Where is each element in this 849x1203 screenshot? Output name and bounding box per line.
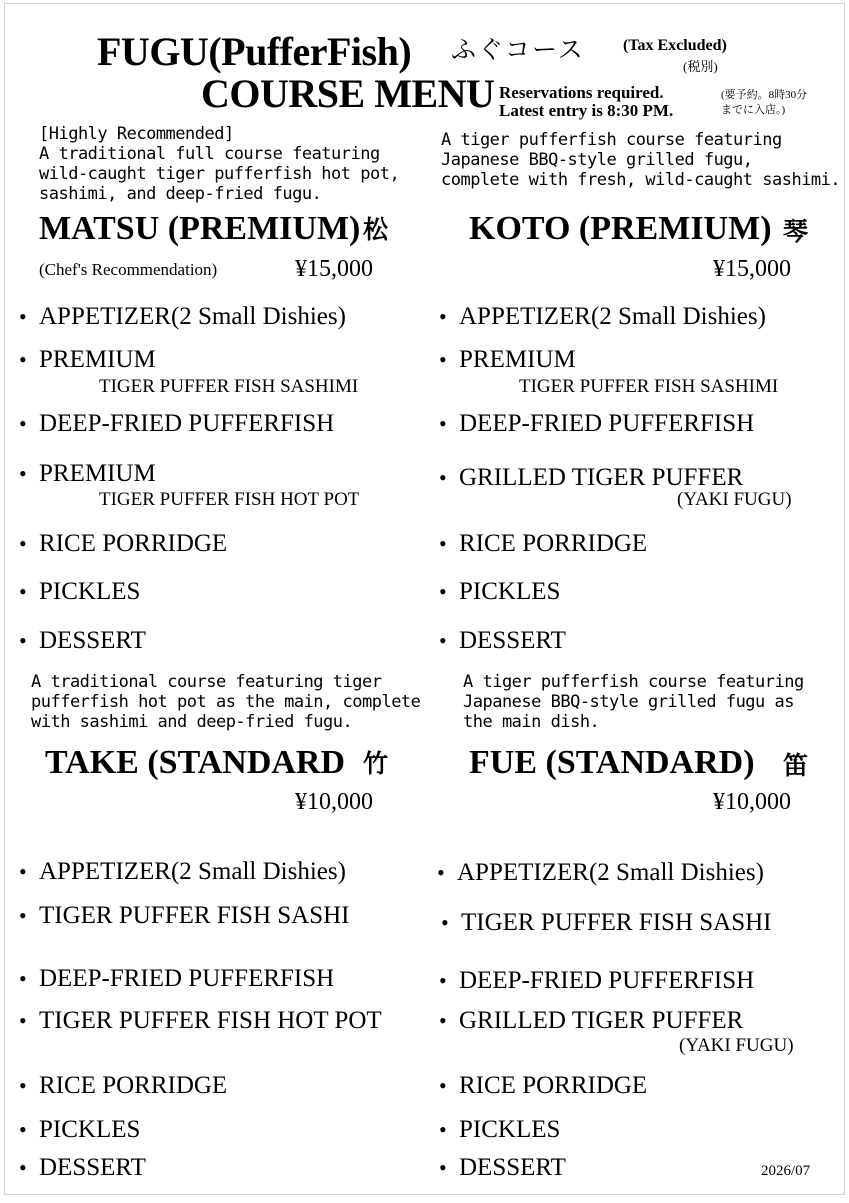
bullet-icon: • xyxy=(439,465,447,490)
matsu-item: • DESSERT xyxy=(19,627,146,654)
menu-date: 2026/07 xyxy=(761,1163,811,1179)
bullet-icon: • xyxy=(19,1073,27,1098)
take-name: TAKE (STANDARD xyxy=(45,744,346,781)
koto-item: • DEEP-FRIED PUFFERFISH xyxy=(439,410,755,437)
reservation-jp-line-1: (要予約。8時30分 xyxy=(721,89,808,101)
matsu-kanji: 松 xyxy=(363,217,389,244)
matsu-item: • PREMIUM xyxy=(19,460,156,487)
bullet-icon: • xyxy=(439,347,447,372)
bullet-icon: • xyxy=(439,1155,447,1180)
koto-subitem: (YAKI FUGU) xyxy=(677,489,792,510)
tax-note-jp: (税別) xyxy=(683,59,718,74)
fue-price: ¥10,000 xyxy=(713,789,791,815)
menu-page xyxy=(4,3,845,1195)
fue-subitem: (YAKI FUGU) xyxy=(679,1035,794,1056)
bullet-icon: • xyxy=(439,304,447,329)
bullet-icon: • xyxy=(19,461,27,486)
koto-item: • RICE PORRIDGE xyxy=(439,530,648,557)
bullet-icon: • xyxy=(439,1008,447,1033)
reservation-jp-line-2: までに入店。) xyxy=(721,104,786,116)
koto-description: A tiger pufferfish course featuring Japanese BBQ-style grilled fugu, complete with fresh, wild-caught sashimi. xyxy=(441,130,841,190)
bullet-icon: • xyxy=(19,531,27,556)
koto-item: • APPETIZER(2 Small Dishies) xyxy=(439,303,766,330)
koto-subitem: TIGER PUFFER FISH SASHIMI xyxy=(519,376,779,397)
matsu-item: • APPETIZER(2 Small Dishies) xyxy=(19,303,346,330)
take-item: • TIGER PUFFER FISH SASHI xyxy=(19,902,350,929)
matsu-subitem: TIGER PUFFER FISH SASHIMI xyxy=(99,376,359,397)
koto-item: • PICKLES xyxy=(439,578,561,605)
bullet-icon: • xyxy=(19,966,27,991)
fue-item: • TIGER PUFFER FISH SASHI xyxy=(441,909,772,936)
koto-item: • GRILLED TIGER PUFFER xyxy=(439,464,744,491)
fue-item: • DEEP-FRIED PUFFERFISH xyxy=(439,967,755,994)
matsu-item: • PICKLES xyxy=(19,578,141,605)
bullet-icon: • xyxy=(19,628,27,653)
koto-kanji: 琴 xyxy=(783,219,809,246)
bullet-icon: • xyxy=(439,968,447,993)
take-item: • DEEP-FRIED PUFFERFISH xyxy=(19,965,335,992)
matsu-subitem: TIGER PUFFER FISH HOT POT xyxy=(99,489,360,510)
bullet-icon: • xyxy=(19,1155,27,1180)
bullet-icon: • xyxy=(439,1073,447,1098)
take-item: • APPETIZER(2 Small Dishies) xyxy=(19,858,346,885)
bullet-icon: • xyxy=(19,347,27,372)
bullet-icon: • xyxy=(437,860,445,885)
take-description: A traditional course featuring tiger pufferfish hot pot as the main, complete with sashimi and deep-fried fugu. xyxy=(31,672,421,732)
take-item: • RICE PORRIDGE xyxy=(19,1072,228,1099)
take-item: • DESSERT xyxy=(19,1154,146,1181)
bullet-icon: • xyxy=(19,579,27,604)
fue-item: • DESSERT xyxy=(439,1154,566,1181)
tax-note: (Tax Excluded) xyxy=(623,37,727,54)
fue-item: • RICE PORRIDGE xyxy=(439,1072,648,1099)
take-item: • TIGER PUFFER FISH HOT POT xyxy=(19,1007,382,1034)
bullet-icon: • xyxy=(19,1008,27,1033)
bullet-icon: • xyxy=(19,411,27,436)
bullet-icon: • xyxy=(439,411,447,436)
bullet-icon: • xyxy=(439,628,447,653)
bullet-icon: • xyxy=(19,903,27,928)
matsu-subtitle: (Chef's Recommendation) xyxy=(39,260,218,279)
take-kanji: 竹 xyxy=(363,751,389,778)
fue-name: FUE (STANDARD) xyxy=(469,744,755,781)
menu-title-jp: ふぐコース xyxy=(451,37,585,64)
fue-item: • GRILLED TIGER PUFFER xyxy=(439,1007,744,1034)
take-item: • PICKLES xyxy=(19,1116,141,1143)
matsu-description: [Highly Recommended] A traditional full course featuring wild-caught tiger pufferfish hot pot, sashimi, and deep-fried fugu. xyxy=(39,124,400,204)
matsu-item: • DEEP-FRIED PUFFERFISH xyxy=(19,410,335,437)
bullet-icon: • xyxy=(441,910,449,935)
fue-description: A tiger pufferfish course featuring Japanese BBQ-style grilled fugu as the main dish. xyxy=(463,672,804,732)
reservation-line-2: Latest entry is 8:30 PM. xyxy=(499,101,674,120)
bullet-icon: • xyxy=(439,1117,447,1142)
bullet-icon: • xyxy=(19,1117,27,1142)
menu-title: FUGU(PufferFish) xyxy=(97,29,412,74)
matsu-price: ¥15,000 xyxy=(295,256,373,282)
fue-kanji: 笛 xyxy=(783,753,809,780)
reservation-line-1: Reservations required. xyxy=(499,83,664,102)
bullet-icon: • xyxy=(439,531,447,556)
take-price: ¥10,000 xyxy=(295,789,373,815)
bullet-icon: • xyxy=(439,579,447,604)
bullet-icon: • xyxy=(19,304,27,329)
fue-item: • APPETIZER(2 Small Dishies) xyxy=(437,859,764,886)
koto-price: ¥15,000 xyxy=(713,256,791,282)
koto-item: • DESSERT xyxy=(439,627,566,654)
matsu-item: • RICE PORRIDGE xyxy=(19,530,228,557)
menu-subtitle: COURSE MENU xyxy=(201,71,495,116)
matsu-name: MATSU (PREMIUM) xyxy=(39,210,361,247)
bullet-icon: • xyxy=(19,859,27,884)
koto-name: KOTO (PREMIUM) xyxy=(469,210,772,247)
koto-item: • PREMIUM xyxy=(439,346,576,373)
fue-item: • PICKLES xyxy=(439,1116,561,1143)
matsu-item: • PREMIUM xyxy=(19,346,156,373)
